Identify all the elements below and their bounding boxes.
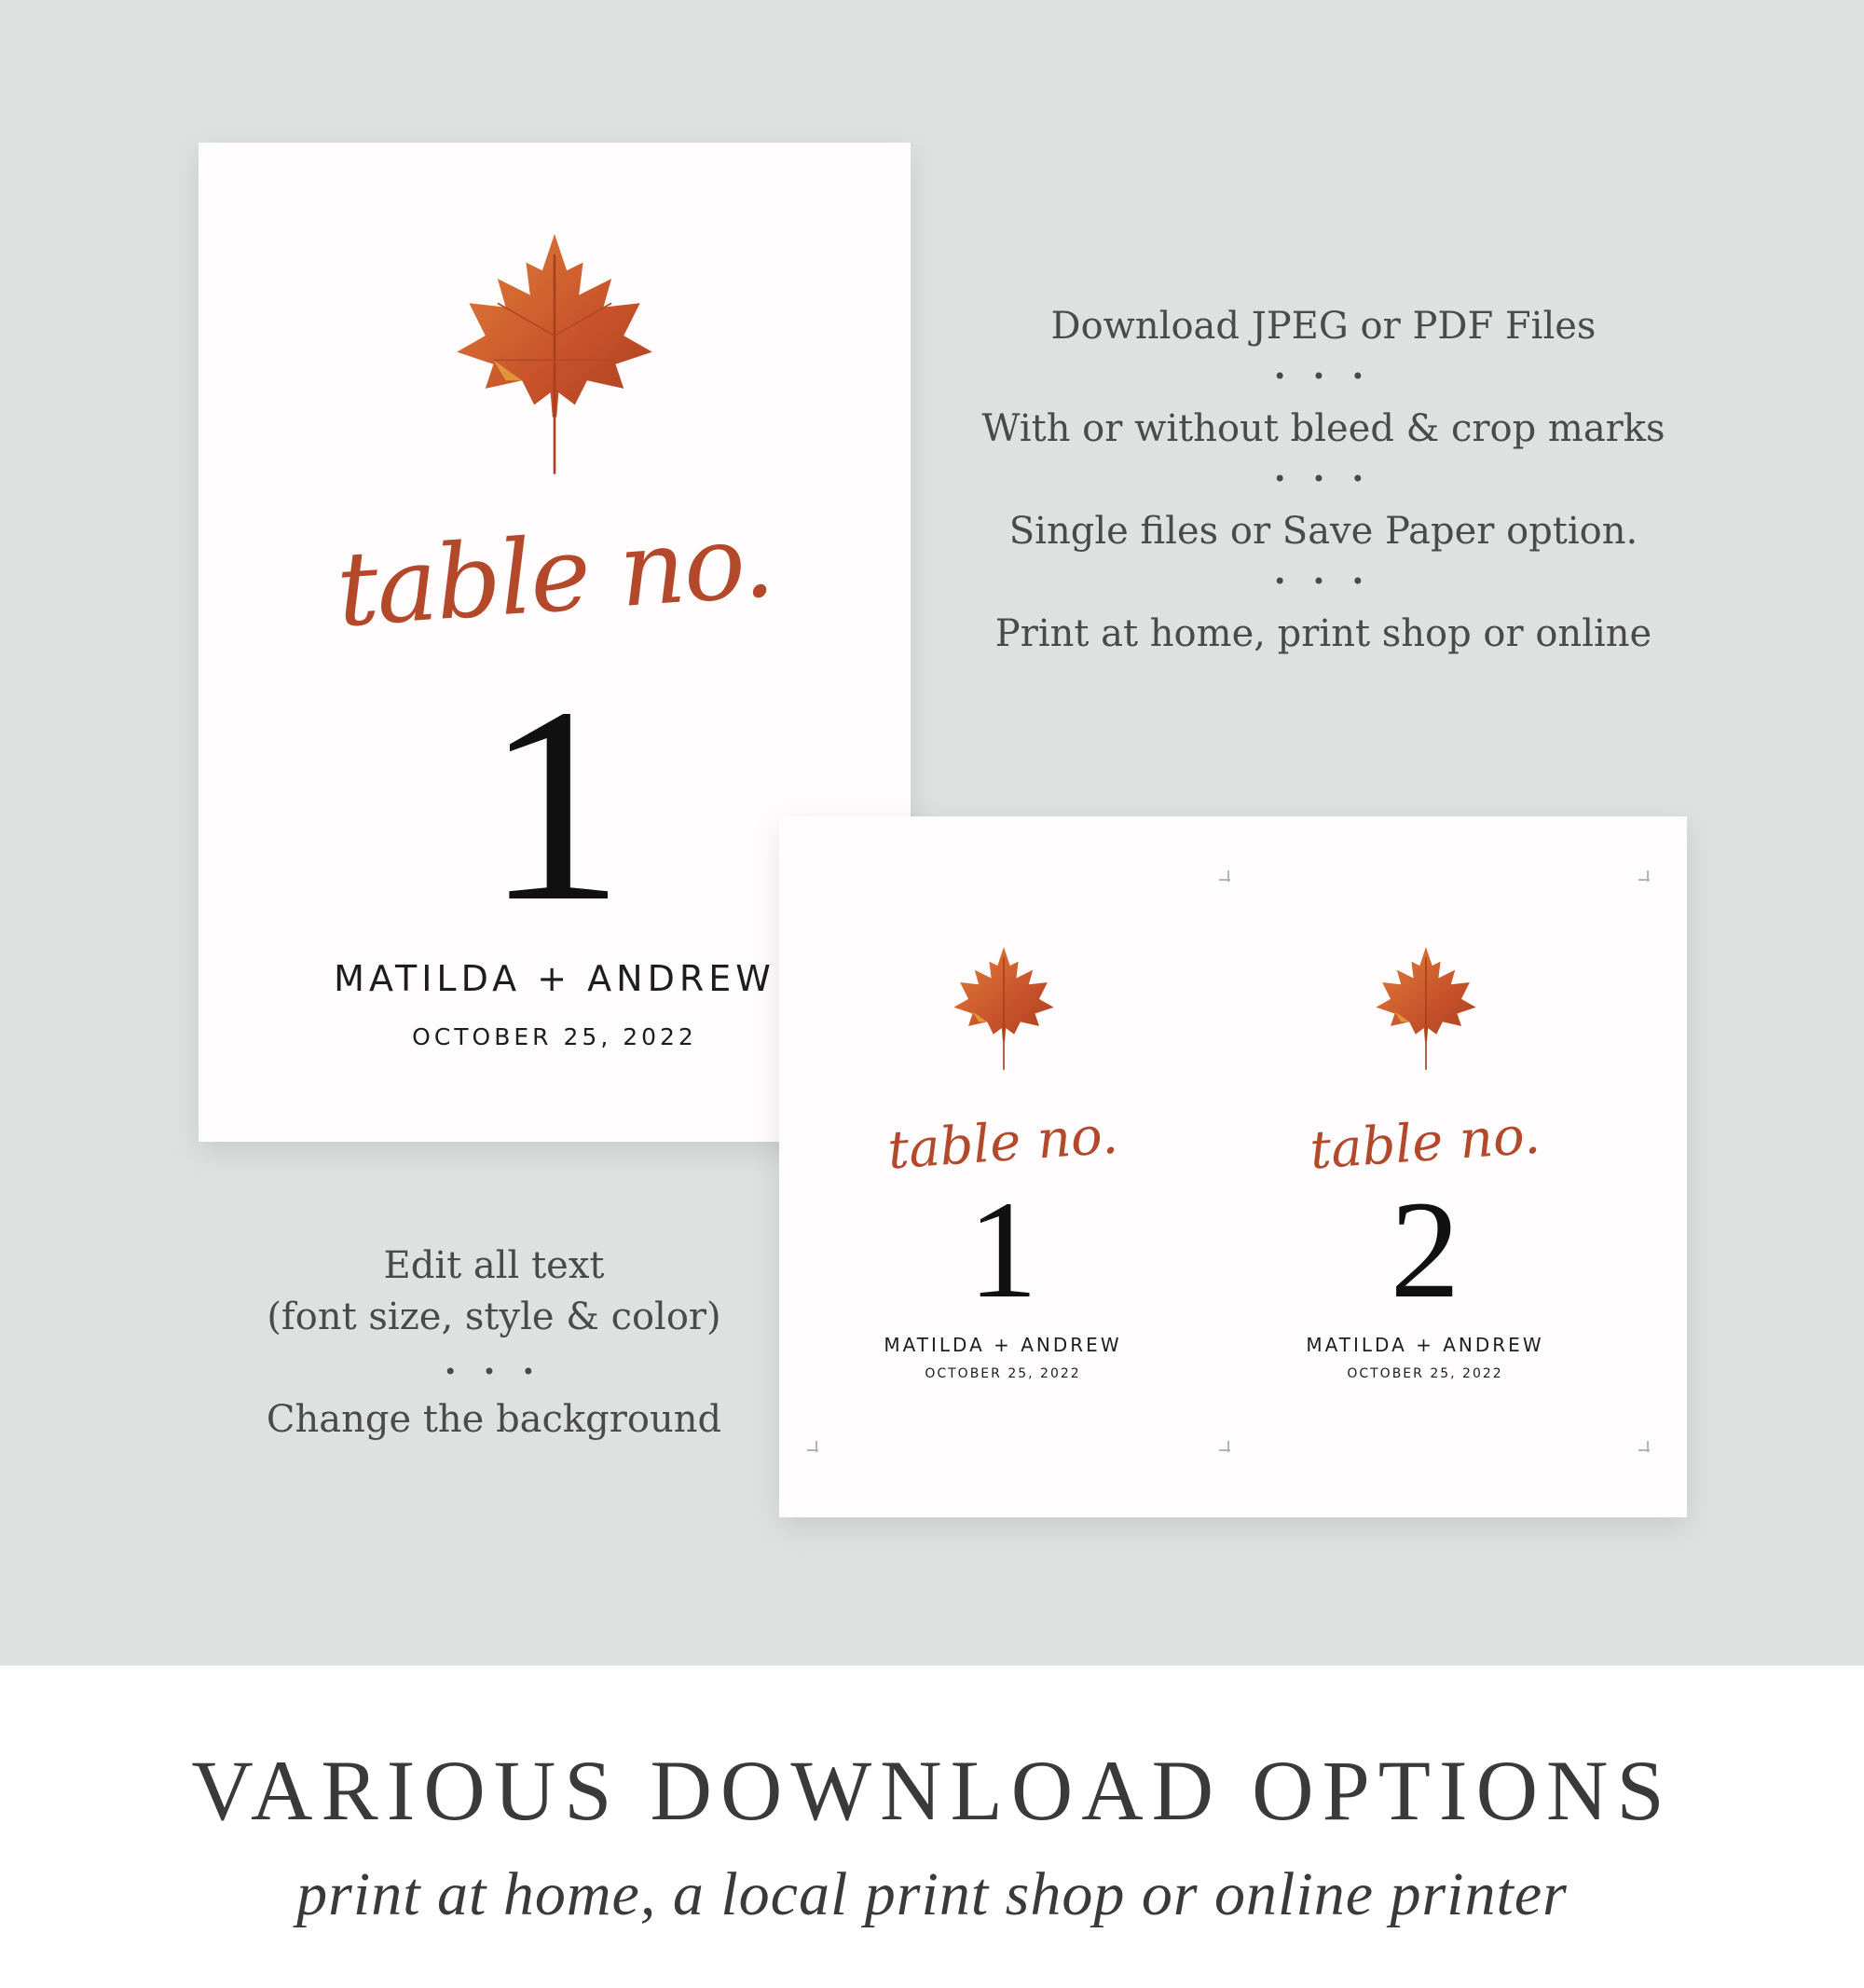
separator-dots: • • • (1273, 569, 1374, 595)
couple-names: MATILDA + ANDREW (1306, 1334, 1544, 1356)
event-date: OCTOBER 25, 2022 (1347, 1366, 1503, 1381)
separator-dots: • • • (1273, 466, 1374, 492)
separator-dots: • • • (444, 1359, 544, 1385)
feature-line: Change the background (266, 1398, 722, 1441)
table-number: 1 (967, 1172, 1038, 1327)
feature-line: Download JPEG or PDF Files (1050, 305, 1597, 348)
crop-mark-icon (1638, 871, 1657, 889)
couple-names: MATILDA + ANDREW (884, 1334, 1122, 1356)
mini-card (826, 947, 1180, 1381)
crop-mark-icon (1638, 1441, 1657, 1460)
table-number: 1 (485, 650, 624, 959)
separator-dots: • • • (1273, 363, 1374, 390)
event-date: OCTOBER 25, 2022 (412, 1023, 697, 1050)
feature-line: (font size, style & color) (267, 1296, 721, 1338)
table-no-label: table no. (885, 1104, 1120, 1182)
mini-card (1248, 947, 1602, 1381)
feature-line: With or without bleed & crop marks (981, 407, 1665, 450)
couple-names: MATILDA + ANDREW (334, 958, 775, 999)
features-download (969, 305, 1678, 662)
save-paper-sheet (779, 816, 1687, 1517)
table-number: 2 (1390, 1172, 1460, 1327)
crop-mark-icon (807, 1441, 826, 1460)
crop-mark-icon (1219, 871, 1238, 889)
subheadline: print at home, a local print shop or online printer (296, 1860, 1568, 1928)
maple-leaf-icon (1374, 947, 1478, 1072)
headline: VARIOUS DOWNLOAD OPTIONS (191, 1743, 1673, 1838)
features-edit (233, 1244, 755, 1452)
feature-line: Single files or Save Paper option. (1008, 510, 1638, 553)
table-no-label: table no. (1308, 1104, 1542, 1182)
feature-line: Edit all text (383, 1244, 605, 1287)
table-no-label: table no. (333, 500, 776, 651)
maple-leaf-icon (952, 947, 1056, 1072)
event-date: OCTOBER 25, 2022 (925, 1366, 1081, 1381)
feature-line: Print at home, print shop or online (994, 612, 1652, 655)
maple-leaf-icon (450, 234, 659, 478)
crop-mark-icon (1219, 1441, 1238, 1460)
